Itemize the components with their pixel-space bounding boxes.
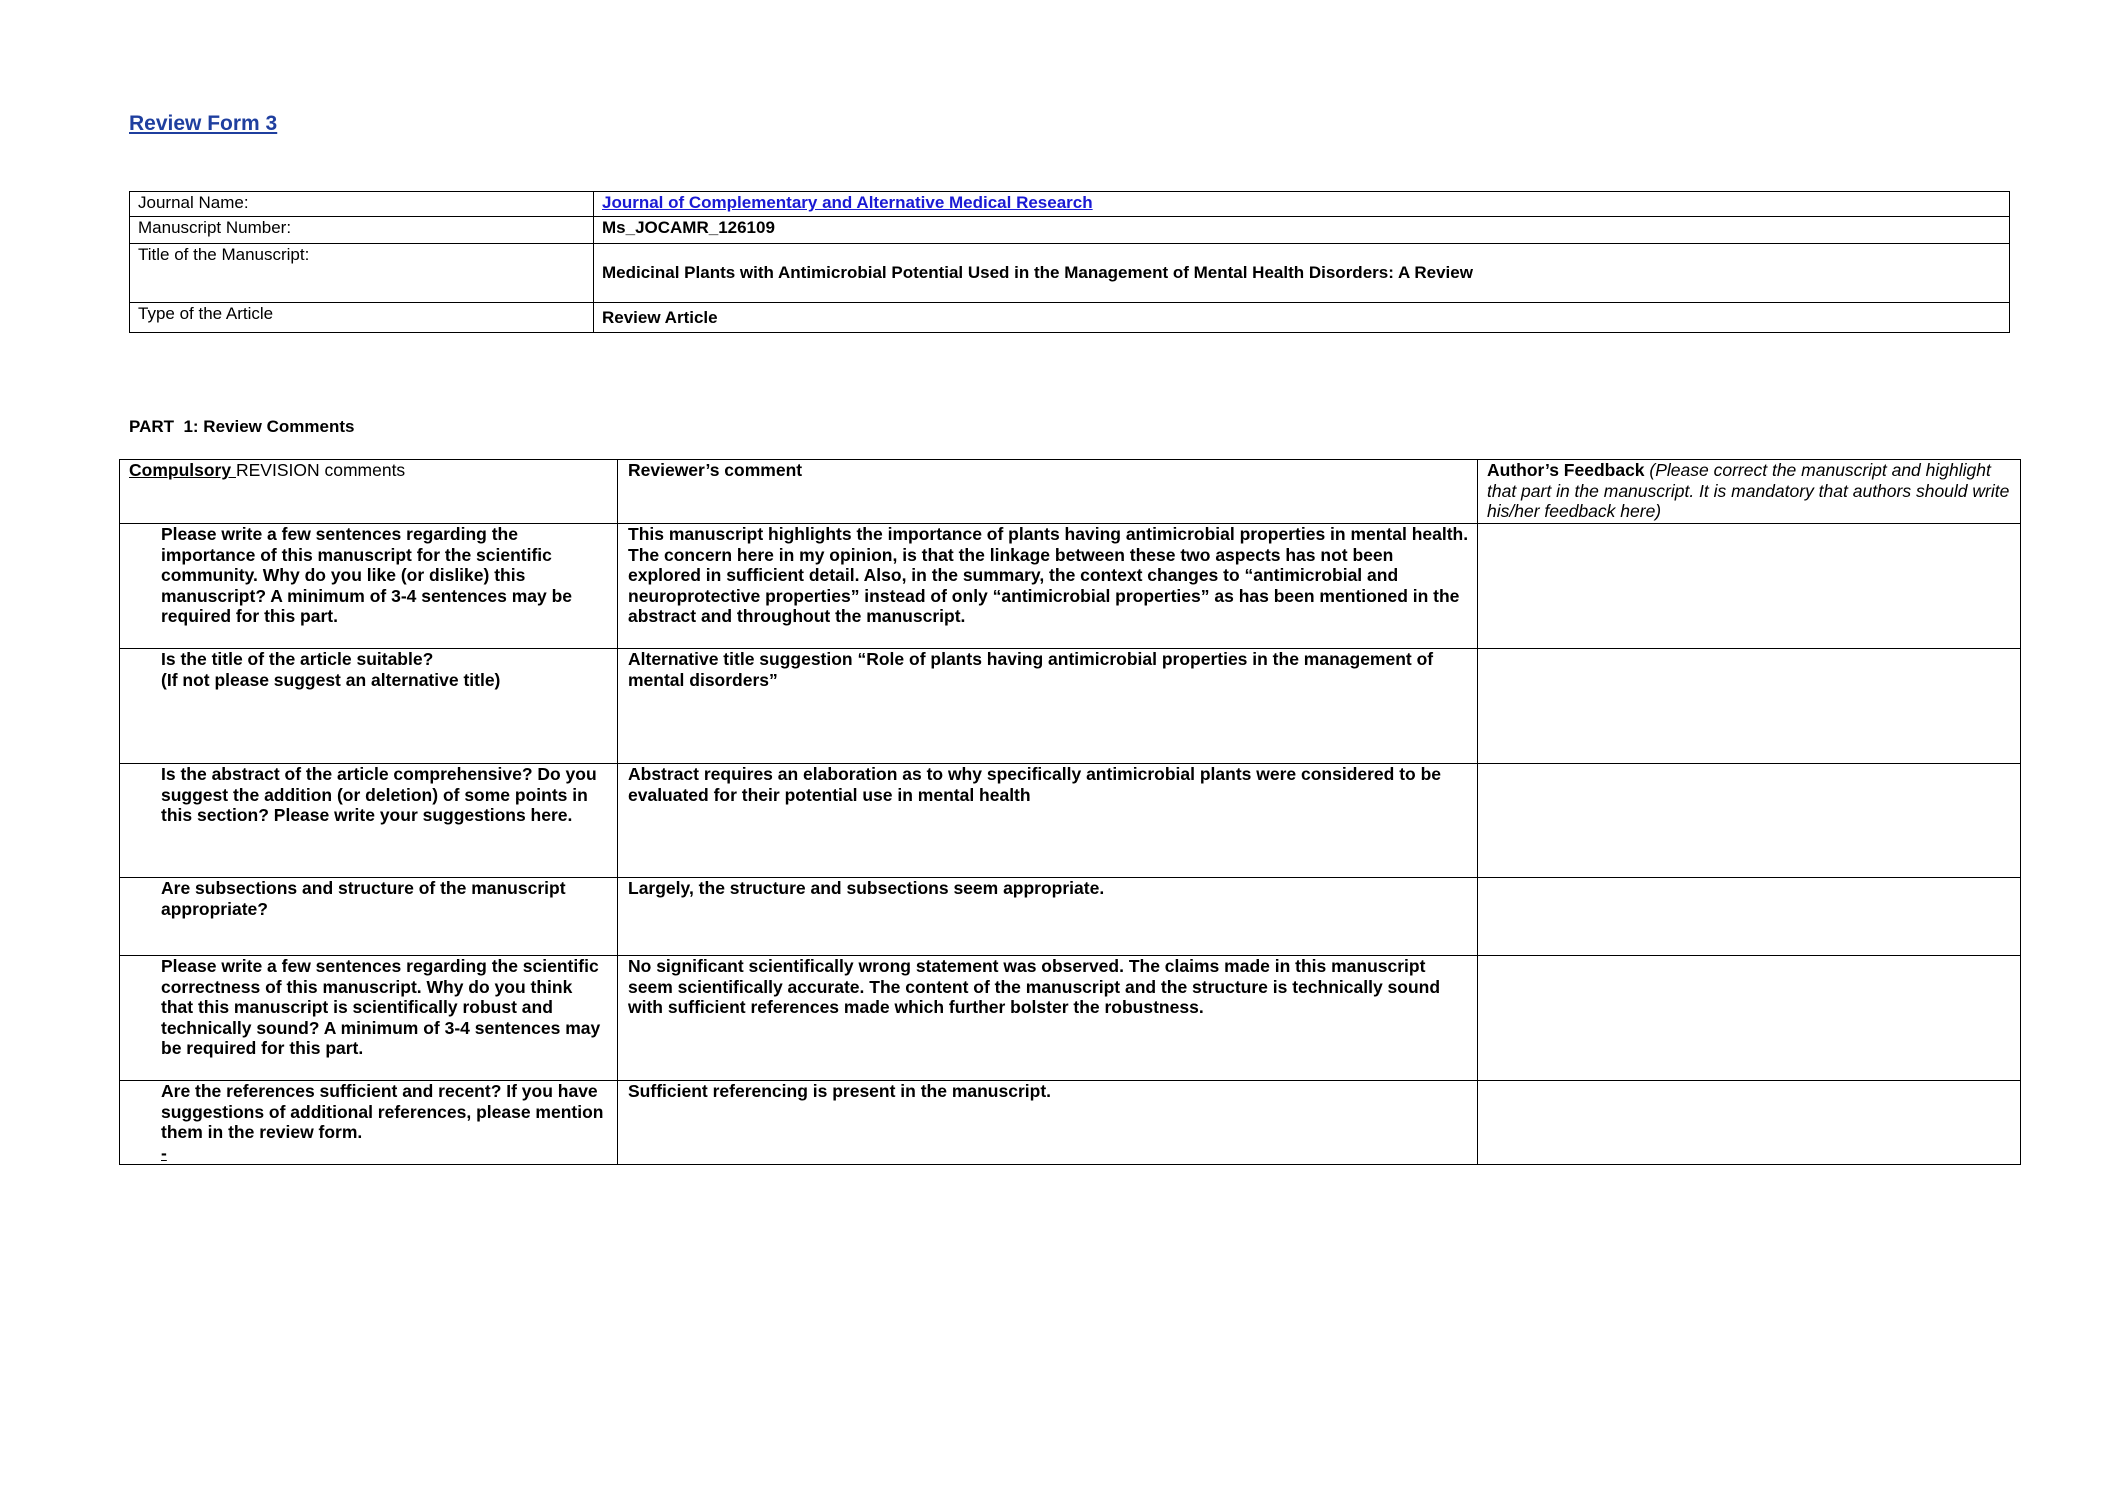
journal-row [130, 192, 2010, 217]
question-references-text: Are the references sufficient and recent? If you have suggestions of additional references, please mention them in the review form. [161, 1081, 604, 1142]
author-feedback-header [1478, 460, 2021, 524]
author-feedback-note: (Please correct the manuscript and highlight that part in the manuscript. It is mandatory that authors should write his/her feedback here) [1487, 460, 2010, 521]
question-references [120, 1081, 618, 1165]
author-feedback-cell[interactable] [1478, 1081, 2021, 1165]
reviewer-comment: Abstract requires an elaboration as to why specifically antimicrobial plants were considered to be evaluated for their potential use in mental health [618, 764, 1478, 878]
question-references-dash: - [161, 1142, 167, 1163]
question-title-line2: (If not please suggest an alternative title) [161, 669, 501, 690]
manuscript-number-row [130, 217, 2010, 244]
form-title: Review Form 3 [129, 112, 278, 135]
question-title-line1: Is the title of the article suitable? [161, 649, 434, 669]
review-comments-table [119, 459, 2021, 1165]
reviewer-comment: Largely, the structure and subsections seem appropriate. [618, 878, 1478, 956]
author-feedback-cell[interactable] [1478, 878, 2021, 956]
compulsory-header [120, 460, 618, 524]
manuscript-number-label: Manuscript Number: [130, 217, 594, 244]
question-structure: Are subsections and structure of the manuscript appropriate? [120, 878, 618, 956]
table-row [120, 878, 2021, 956]
table-row [120, 956, 2021, 1081]
article-type-row [130, 303, 2010, 333]
article-type-label: Type of the Article [130, 303, 594, 333]
journal-label: Journal Name: [130, 192, 594, 217]
author-feedback-cell[interactable] [1478, 524, 2021, 649]
author-feedback-cell[interactable] [1478, 956, 2021, 1081]
review-header-row [120, 460, 2021, 524]
manuscript-title-label: Title of the Manuscript: [130, 244, 594, 303]
question-abstract: Is the abstract of the article comprehensive? Do you suggest the addition (or deletion) of some points in this section? Please write your suggestions here. [120, 764, 618, 878]
table-row [120, 764, 2021, 878]
article-type-value: Review Article [594, 303, 2010, 333]
table-row [120, 649, 2021, 764]
table-row [120, 1081, 2021, 1165]
reviewer-comment: Sufficient referencing is present in the manuscript. [618, 1081, 1478, 1165]
compulsory-label: Compulsory [129, 460, 236, 480]
question-correctness: Please write a few sentences regarding the scientific correctness of this manuscript. Why do you think that this manuscript is scientifically robust and technically sound? A minimum of 3-4 sentences may be required for this part. [120, 956, 618, 1081]
revision-comments-label: REVISION comments [235, 460, 406, 480]
manuscript-title-row [130, 244, 2010, 303]
manuscript-info-table [129, 191, 2010, 333]
journal-link[interactable]: Journal of Complementary and Alternative Medical Research [602, 193, 1093, 212]
question-importance: Please write a few sentences regarding the importance of this manuscript for the scientific community. Why do you like (or dislike) this manuscript? A minimum of 3-4 sentences may be required for this part. [120, 524, 618, 649]
part1-heading: PART 1: Review Comments [129, 417, 355, 436]
table-row [120, 524, 2021, 649]
reviewer-comment: No significant scientifically wrong statement was observed. The claims made in this manuscript seem scientifically accurate. The content of the manuscript and the structure is technically sound with sufficient references made which further bolster the robustness. [618, 956, 1478, 1081]
author-feedback-cell[interactable] [1478, 764, 2021, 878]
author-feedback-cell[interactable] [1478, 649, 2021, 764]
reviewer-comment-header: Reviewer’s comment [618, 460, 1478, 524]
journal-value-cell [594, 192, 2010, 217]
reviewer-comment: This manuscript highlights the importance of plants having antimicrobial properties in mental health. The concern here in my opinion, is that the linkage between these two aspects has not been explored in sufficient detail. Also, in the summary, the context changes to “antimicrobial and neuroprotective properties” instead of only “antimicrobial properties” as has been mentioned in the abstract and throughout the manuscript. [618, 524, 1478, 649]
question-title [120, 649, 618, 764]
manuscript-number-value: Ms_JOCAMR_126109 [594, 217, 2010, 244]
reviewer-comment: Alternative title suggestion “Role of plants having antimicrobial properties in the management of mental disorders” [618, 649, 1478, 764]
manuscript-title-value: Medicinal Plants with Antimicrobial Potential Used in the Management of Mental Health Disorders: A Review [594, 244, 2010, 303]
author-feedback-label: Author’s Feedback [1487, 460, 1645, 480]
